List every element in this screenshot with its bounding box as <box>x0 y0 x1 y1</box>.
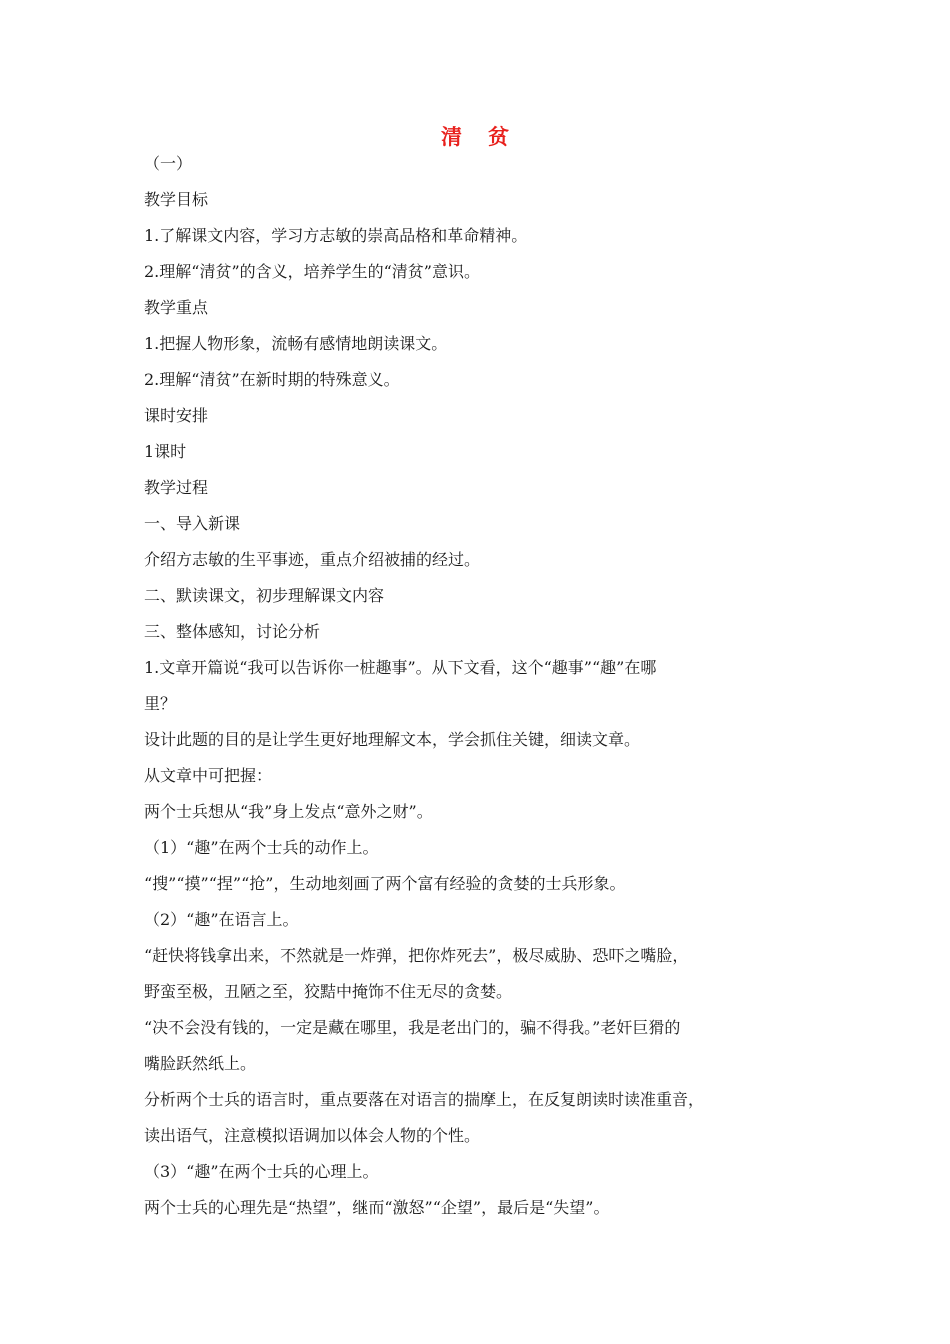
paragraph: 分析两个士兵的语言时，重点要落在对语言的揣摩上，在反复朗读时读准重音， <box>144 1090 705 1109</box>
paragraph: 读出语气，注意模拟语调加以体会人物的个性。 <box>144 1126 481 1145</box>
focus-item-1: 1.把握人物形象，流畅有感情地朗读课文。 <box>144 334 448 353</box>
sub-point-3: （3）“趣”在两个士兵的心理上。 <box>144 1162 379 1181</box>
question-1-line-1: 1.文章开篇说“我可以告诉你一桩趣事”。从下文看，这个“趣事”“趣”在哪 <box>144 658 657 677</box>
focus-item-2: 2.理解“清贫”在新时期的特殊意义。 <box>144 370 400 389</box>
sub-point-1: （1）“趣”在两个士兵的动作上。 <box>144 838 379 857</box>
paragraph: 野蛮至极，丑陋之至，狡黠中掩饰不住无尽的贪婪。 <box>144 982 513 1001</box>
paragraph: 两个士兵想从“我”身上发点“意外之财”。 <box>144 802 433 821</box>
paragraph: 嘴脸跃然纸上。 <box>144 1054 257 1073</box>
paragraph: “赶快将钱拿出来，不然就是一炸弹，把你炸死去”，极尽威胁、恐吓之嘴脸， <box>144 946 689 965</box>
paragraph: “搜”“摸”“捏”“抢”，生动地刻画了两个富有经验的贪婪的士兵形象。 <box>144 874 626 893</box>
section-marker: （一） <box>144 154 193 173</box>
process-step-3: 三、整体感知，讨论分析 <box>144 622 321 641</box>
sub-point-2: （2）“趣”在语言上。 <box>144 910 299 929</box>
heading-teaching-goals: 教学目标 <box>144 190 209 209</box>
process-step-2: 二、默读课文，初步理解课文内容 <box>144 586 385 605</box>
heading-teaching-process: 教学过程 <box>144 478 209 497</box>
schedule-value: 1课时 <box>144 442 187 461</box>
goal-item-1: 1.了解课文内容，学习方志敏的崇高品格和革命精神。 <box>144 226 528 245</box>
paragraph: 两个士兵的心理先是“热望”，继而“激怒”“企望”，最后是“失望”。 <box>144 1198 610 1217</box>
title-char-1: 清 <box>441 124 462 149</box>
title-char-2: 贫 <box>488 124 509 149</box>
heading-teaching-focus: 教学重点 <box>144 298 209 317</box>
goal-item-2: 2.理解“清贫”的含义，培养学生的“清贫”意识。 <box>144 262 480 281</box>
paragraph: 设计此题的目的是让学生更好地理解文本，学会抓住关键，细读文章。 <box>144 730 641 749</box>
paragraph: 从文章中可把握： <box>144 766 273 785</box>
paragraph: “决不会没有钱的，一定是藏在哪里，我是老出门的，骗不得我。”老奸巨猾的 <box>144 1018 681 1037</box>
question-1-line-2: 里？ <box>144 694 177 713</box>
document-body <box>144 146 744 1226</box>
heading-schedule: 课时安排 <box>144 406 209 425</box>
process-step-1: 一、导入新课 <box>144 514 241 533</box>
paragraph: 介绍方志敏的生平事迹，重点介绍被捕的经过。 <box>144 550 481 569</box>
